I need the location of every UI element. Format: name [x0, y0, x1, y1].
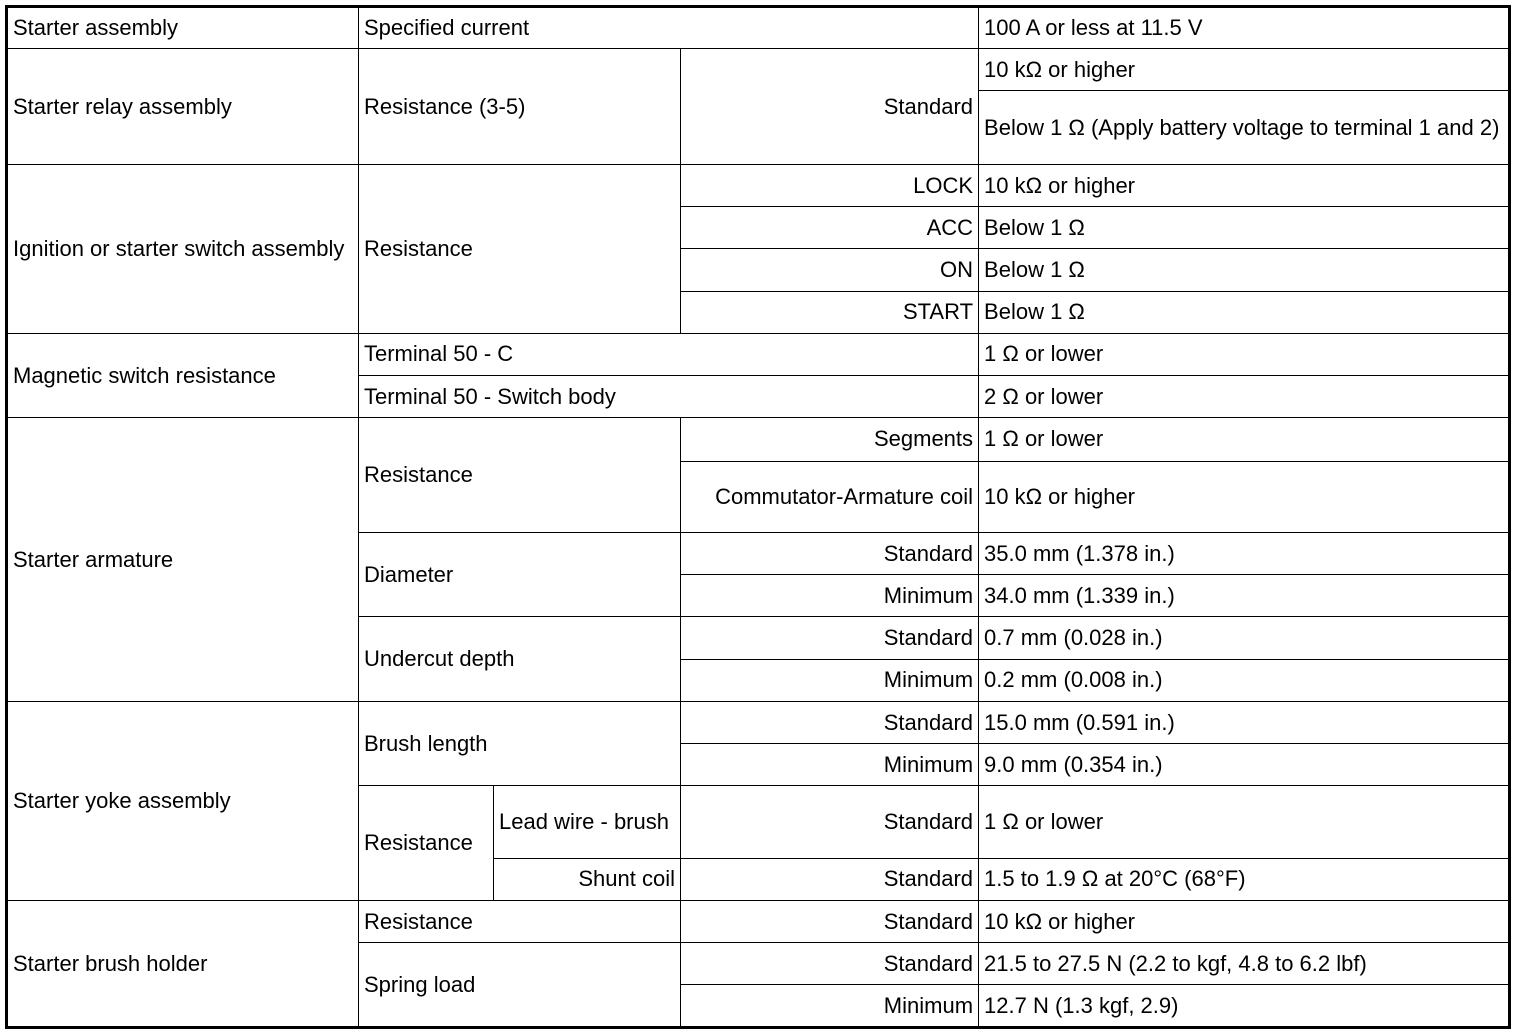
value-cell: 0.7 mm (0.028 in.): [979, 617, 1510, 659]
specification-table: [5, 5, 1511, 1029]
value-cell: 10 kΩ or higher: [979, 164, 1510, 206]
component-cell: Starter armature: [7, 418, 359, 702]
condition-cell: Segments: [681, 418, 979, 461]
condition-cell: LOCK: [681, 164, 979, 206]
condition-cell: ON: [681, 249, 979, 291]
value-cell: 10 kΩ or higher: [979, 901, 1510, 943]
item-cell: Undercut depth: [359, 617, 681, 701]
value-cell: 1 Ω or lower: [979, 418, 1510, 461]
condition-cell: Standard: [681, 49, 979, 165]
condition-cell: Minimum: [681, 985, 979, 1028]
value-cell: Below 1 Ω: [979, 207, 1510, 249]
condition-cell: Standard: [681, 617, 979, 659]
condition-cell: Standard: [681, 701, 979, 743]
value-cell: 9.0 mm (0.354 in.): [979, 744, 1510, 786]
component-cell: Starter brush holder: [7, 901, 359, 1028]
value-cell: 10 kΩ or higher: [979, 461, 1510, 532]
value-cell: Below 1 Ω (Apply battery voltage to terminal 1 and 2): [979, 91, 1510, 164]
item-cell: Brush length: [359, 701, 681, 785]
condition-cell: Minimum: [681, 744, 979, 786]
condition-cell: Standard: [681, 858, 979, 900]
item-cell: Resistance: [359, 418, 681, 533]
condition-cell: ACC: [681, 207, 979, 249]
table-row: [7, 49, 1510, 91]
item-cell: Resistance: [359, 786, 494, 901]
value-cell: Below 1 Ω: [979, 249, 1510, 291]
value-cell: 12.7 N (1.3 kgf, 2.9): [979, 985, 1510, 1028]
table-row: [7, 901, 1510, 943]
component-cell: Starter assembly: [7, 7, 359, 49]
value-cell: 0.2 mm (0.008 in.): [979, 659, 1510, 701]
value-cell: 34.0 mm (1.339 in.): [979, 575, 1510, 617]
table-row: [7, 7, 1510, 49]
condition-cell: Standard: [681, 943, 979, 985]
sub-item-cell: Lead wire - brush: [494, 786, 681, 858]
condition-cell: Commutator-Armature coil: [681, 461, 979, 532]
value-cell: 1.5 to 1.9 Ω at 20°C (68°F): [979, 858, 1510, 900]
item-cell: Terminal 50 - Switch body: [359, 376, 979, 418]
value-cell: 35.0 mm (1.378 in.): [979, 532, 1510, 574]
item-cell: Terminal 50 - C: [359, 333, 979, 375]
value-cell: 15.0 mm (0.591 in.): [979, 701, 1510, 743]
item-cell: Specified current: [359, 7, 979, 49]
value-cell: 100 A or less at 11.5 V: [979, 7, 1510, 49]
item-cell: Resistance: [359, 164, 681, 333]
item-cell: Resistance (3-5): [359, 49, 681, 165]
value-cell: 1 Ω or lower: [979, 786, 1510, 858]
condition-cell: Minimum: [681, 659, 979, 701]
value-cell: 2 Ω or lower: [979, 376, 1510, 418]
item-cell: Spring load: [359, 943, 681, 1028]
condition-cell: Standard: [681, 901, 979, 943]
component-cell: Starter yoke assembly: [7, 701, 359, 900]
table-row: [7, 418, 1510, 461]
table-row: [7, 164, 1510, 206]
condition-cell: Minimum: [681, 575, 979, 617]
condition-cell: Standard: [681, 786, 979, 858]
table-row: [7, 333, 1510, 375]
value-cell: 21.5 to 27.5 N (2.2 to kgf, 4.8 to 6.2 lbf): [979, 943, 1510, 985]
value-cell: 1 Ω or lower: [979, 333, 1510, 375]
component-cell: Magnetic switch resistance: [7, 333, 359, 417]
value-cell: Below 1 Ω: [979, 291, 1510, 333]
item-cell: Diameter: [359, 532, 681, 616]
component-cell: Starter relay assembly: [7, 49, 359, 165]
sub-item-cell: Shunt coil: [494, 858, 681, 900]
value-cell: 10 kΩ or higher: [979, 49, 1510, 91]
condition-cell: START: [681, 291, 979, 333]
condition-cell: Standard: [681, 532, 979, 574]
component-cell: Ignition or starter switch assembly: [7, 164, 359, 333]
item-cell: Resistance: [359, 901, 681, 943]
table-row: [7, 701, 1510, 743]
